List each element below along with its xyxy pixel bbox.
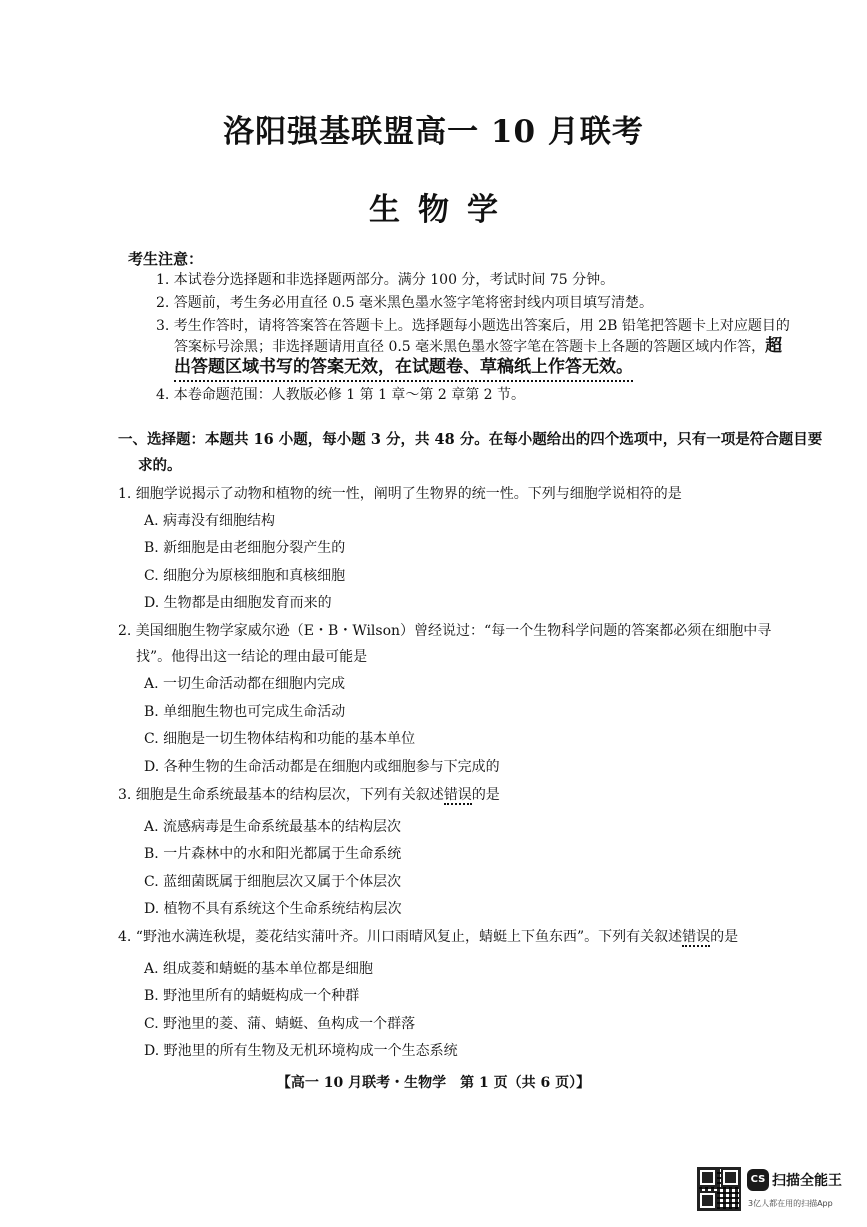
question-2-option-a: A. 一切生命活动都在细胞内完成 bbox=[144, 676, 346, 692]
question-1-stem: 1. 细胞学说揭示了动物和植物的统一性，阐明了生物界的统一性。下列与细胞学说相符的是 bbox=[118, 486, 682, 502]
question-4-option-d: D. 野池里的所有生物及无机环境构成一个生态系统 bbox=[144, 1043, 458, 1059]
section-heading: 一、选择题：本题共 16 小题，每小题 3 分，共 48 分。在每小题给出的四个选项中，只有一项是符合题目要 bbox=[118, 431, 823, 448]
question-3-option-c: C. 蓝细菌既属于细胞层次又属于个体层次 bbox=[144, 874, 402, 890]
question-4-option-b: B. 野池里所有的蜻蜓构成一个种群 bbox=[144, 988, 360, 1004]
question-3-stem-end: 的是 bbox=[471, 787, 500, 803]
page-footer: 【高一 10 月联考・生物学 第 1 页（共 6 页）】 bbox=[276, 1075, 591, 1091]
question-4-stem bbox=[118, 927, 738, 947]
qr-code-icon bbox=[697, 1167, 741, 1211]
notice-item-3-cont bbox=[174, 336, 782, 357]
question-2-option-c: C. 细胞是一切生物体结构和功能的基本单位 bbox=[144, 731, 416, 747]
notice-item-2: 2. 答题前，考生务必用直径 0.5 毫米黑色墨水签字笔将密封线内项目填写清楚。 bbox=[156, 295, 653, 311]
notice-heading: 考生注意： bbox=[128, 250, 204, 268]
question-4-stem-end: 的是 bbox=[710, 929, 739, 945]
notice-item-3: 3. 考生作答时，请将答案答在答题卡上。选择题每小题选出答案后，用 2B 铅笔把答题卡上对应题目的 bbox=[156, 318, 790, 334]
camscanner-name: 扫描全能王 bbox=[772, 1173, 842, 1189]
question-3-option-d: D. 植物不具有系统这个生命系统结构层次 bbox=[144, 901, 402, 917]
subject-title: 生物学 bbox=[369, 192, 516, 228]
question-1-option-a: A. 病毒没有细胞结构 bbox=[144, 513, 276, 529]
question-2-stem: 2. 美国细胞生物学家威尔逊（E・B・Wilson）曾经说过：“每一个生物科学问题的答案都必须在细胞中寻 bbox=[118, 623, 772, 639]
notice-item-4: 4. 本卷命题范围：人教版必修 1 第 1 章～第 2 章第 2 节。 bbox=[156, 387, 526, 403]
question-3-emphasis: 错误 bbox=[443, 787, 472, 803]
question-4-emphasis: 错误 bbox=[682, 929, 711, 945]
question-4-stem-text: 4. “野池水满连秋堤，菱花结实蒲叶齐。川口雨晴风复止，蜻蜓上下鱼东西”。下列有关叙述 bbox=[118, 929, 683, 945]
question-2-option-b: B. 单细胞生物也可完成生命活动 bbox=[144, 704, 346, 720]
question-1-option-c: C. 细胞分为原核细胞和真核细胞 bbox=[144, 568, 346, 584]
section-heading-cont: 求的。 bbox=[138, 457, 182, 474]
notice-item-3-emphasis-start: 超 bbox=[765, 336, 783, 356]
question-3-option-b: B. 一片森林中的水和阳光都属于生命系统 bbox=[144, 846, 402, 862]
question-1-option-d: D. 生物都是由细胞发育而来的 bbox=[144, 595, 332, 611]
notice-item-3-text: 答案标号涂黑；非选择题请用直径 0.5 毫米黑色墨水签字笔在答题卡上各题的答题区域内作答， bbox=[174, 339, 766, 355]
question-4-option-c: C. 野池里的菱、蒲、蜻蜓、鱼构成一个群落 bbox=[144, 1016, 416, 1032]
question-3-stem bbox=[118, 785, 500, 805]
question-2-stem-cont: 找”。他得出这一结论的理由最可能是 bbox=[136, 649, 368, 665]
exam-title: 洛阳强基联盟高一 10 月联考 bbox=[223, 114, 644, 150]
camscanner-tagline: 3亿人都在用的扫描App bbox=[748, 1199, 833, 1208]
question-4-option-a: A. 组成菱和蜻蜓的基本单位都是细胞 bbox=[144, 961, 374, 977]
notice-item-1: 1. 本试卷分选择题和非选择题两部分。满分 100 分，考试时间 75 分钟。 bbox=[156, 272, 615, 288]
question-2-option-d: D. 各种生物的生命活动都是在细胞内或细胞参与下完成的 bbox=[144, 759, 500, 775]
camscanner-logo-icon: CS bbox=[747, 1169, 769, 1191]
notice-emphasis-text: 出答题区域书写的答案无效，在试题卷、草稿纸上作答无效。 bbox=[174, 357, 633, 382]
question-1-option-b: B. 新细胞是由老细胞分裂产生的 bbox=[144, 540, 346, 556]
question-3-option-a: A. 流感病毒是生命系统最基本的结构层次 bbox=[144, 819, 402, 835]
question-3-stem-text: 3. 细胞是生命系统最基本的结构层次，下列有关叙述 bbox=[118, 787, 444, 803]
notice-item-3-emphasis bbox=[174, 357, 633, 378]
